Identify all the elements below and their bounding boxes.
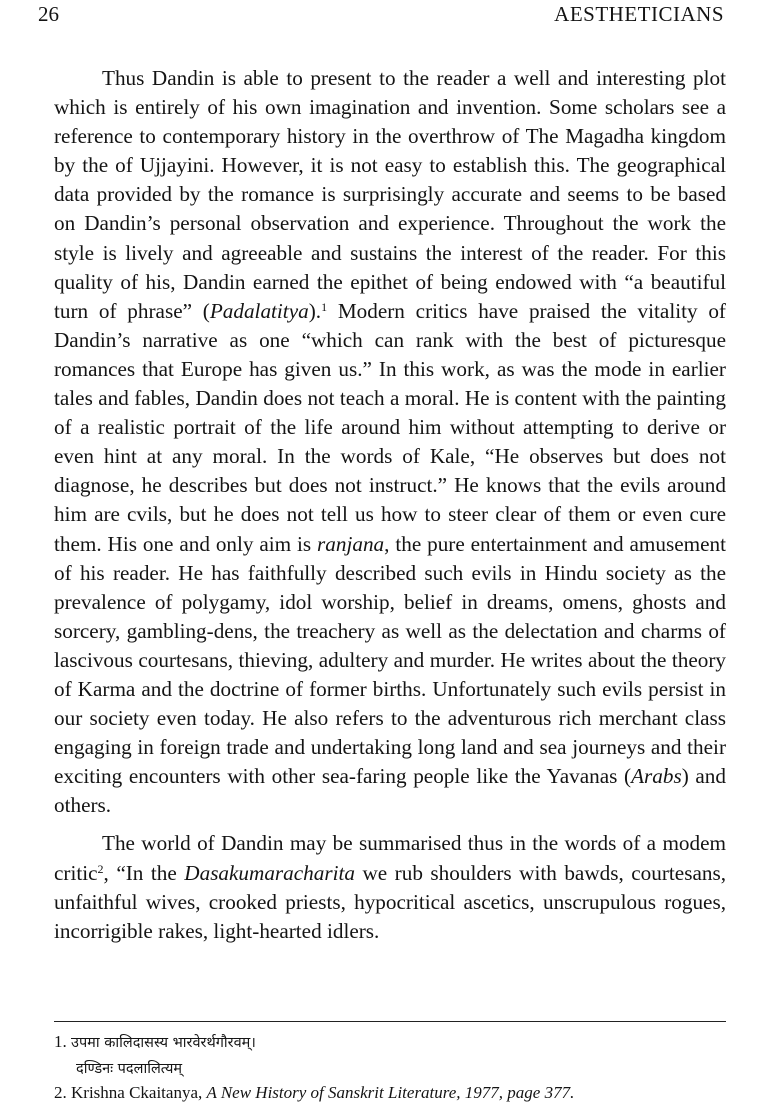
footnote-1-line2: दण्डिनः पदलालित्यम्	[76, 1060, 183, 1077]
italic-term: Arabs	[631, 764, 682, 789]
footnote-ref-1[interactable]: 1	[321, 299, 328, 314]
paragraph-2-text: The world of Dandin may be summarised thus in the words of a modem critic	[54, 831, 726, 885]
footnote-2-author: Krishna Ckaitanya,	[71, 1083, 207, 1102]
footnote-2-title: A New History of Sanskrit Literature, 1977, page 377.	[206, 1083, 575, 1102]
footnote-divider	[54, 1021, 726, 1022]
italic-term: ranjana	[317, 531, 385, 556]
paragraph-1	[54, 64, 726, 820]
paragraph-2-text: , “In the	[103, 860, 185, 885]
paragraph-1-text: Modern critics have praised the vitality of Dandin’s narrative as one “which can rank with the best of picturesque romances that Europe has given us.” In this work, as was the mode in earlier tales and fables, Dandin does not teach a moral. He is content with the painting of a realistic portrait of the life around him without attempting to derive or even hint at any moral. In the words of Kale, “He observes but does not diagnose, he describes but does not instruct.” He knows that the evils around him are cvils, but he does not tell us how to steer clear of them or even cure them. His one and only aim is	[54, 298, 726, 556]
footnote-1-line1: उपमा कालिदासस्य भारवेरर्थगौरवम्।	[71, 1035, 256, 1051]
footnote-number: 2.	[54, 1083, 67, 1102]
footnote-ref-2[interactable]: 2	[97, 861, 104, 876]
body-text	[54, 64, 726, 946]
paragraph-1-text: , the pure entertainment and amusement of his reader. He has faithfully described such evils in Hindu society as the prevalence of polygamy, idol worship, belief in dreams, omens, ghosts and sorcery, gambling-dens, the treachery as well as the delectation and charms of lascivous courtesans, thieving, adultery and murder. He writes about the theory of Karma and the doctrine of former births. Unfortunately such evils persist in our society even today. He also refers to the adventurous rich merchant class engaging in foreign trade and undertaking long land and sea journeys and their exciting encounters with other sea-faring people like the Yavanas (	[54, 531, 726, 789]
paragraph-2	[54, 829, 726, 945]
running-head: AESTHETICIANS	[554, 2, 724, 26]
footnote-1-continuation	[76, 1056, 726, 1082]
italic-title: Dasakumaracharita	[184, 860, 355, 885]
footnotes	[54, 1030, 726, 1106]
page-number: 26	[38, 2, 59, 26]
footnote-1	[54, 1030, 726, 1056]
footnote-number: 1.	[54, 1032, 67, 1051]
paragraph-1-text: Thus Dandin is able to present to the reader a well and interesting plot which is entirely of his own imagination and invention. Some scholars see a reference to contemporary history in the overthrow of The Magadha kingdom by the of Ujjayini. However, it is not easy to establish this. The geographical data provided by the romance is surprisingly accurate and seems to be based on Dandin’s personal observation and experience. Throughout the work the style is lively and agreeable and sustains the interest of the reader. For this quality of his, Dandin earned the epithet of being endowed with “a beautiful turn of phrase” (	[54, 66, 726, 323]
paragraph-2-text: we rub shoulders with bawds, courtesans, unfaithful wives, crooked priests, hypocritical ascetics, unscrupulous rogues, incorrigible rakes, light-hearted idlers.	[54, 860, 726, 943]
italic-term: Padalatitya	[209, 298, 309, 323]
paragraph-1-text: ) and others.	[54, 764, 726, 818]
footnote-2	[54, 1081, 726, 1106]
page-header	[38, 0, 724, 30]
paragraph-1-text: ).	[308, 298, 322, 323]
